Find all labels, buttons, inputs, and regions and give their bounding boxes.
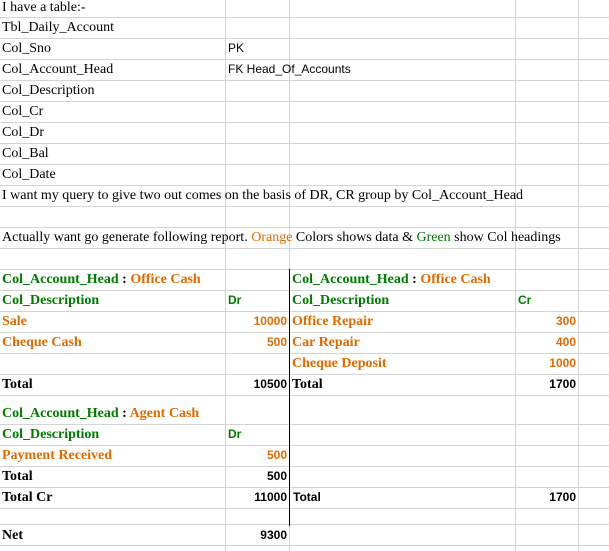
left-description-header: Col_Description (2, 293, 100, 308)
right-cr-header: Cr (518, 293, 532, 307)
total-cr-value: 11000 (254, 490, 287, 504)
colon: : (118, 406, 130, 421)
grid-row-line (0, 206, 609, 207)
field-note: PK (228, 41, 245, 55)
legend-suffix: show Col headings (450, 230, 561, 245)
grid-row-line (0, 122, 609, 123)
right-total2-value: 1700 (549, 490, 576, 504)
account-name: Office Cash (130, 272, 201, 287)
left-total-value: 10500 (253, 377, 287, 391)
legend-prefix: Actually want go generate following report. (2, 230, 252, 245)
colon: : (408, 272, 421, 287)
legend-orange-word: Orange (251, 230, 293, 245)
right-description-header: Col_Description (292, 293, 390, 308)
grid-column-line (578, 0, 579, 551)
agent-row-value: 500 (266, 448, 287, 462)
table-name: Tbl_Daily_Account (2, 20, 114, 35)
right-row-desc: Car Repair (292, 335, 360, 350)
agent-total-value: 500 (266, 469, 287, 483)
grid-row-line (0, 164, 609, 165)
field-name: Col_Date (2, 167, 56, 182)
grid-row-line (0, 508, 609, 509)
right-total2-label: Total (293, 490, 321, 504)
left-row-value: 500 (266, 335, 287, 349)
legend-green-word: Green (416, 230, 451, 245)
grid-row-line (0, 143, 609, 144)
field-name: Col_Dr (2, 125, 44, 140)
grid-row-line (0, 524, 609, 525)
right-row-desc: Cheque Deposit (292, 356, 387, 371)
grid-row-line (0, 38, 609, 39)
intro-text: I have a table:- (2, 0, 86, 15)
field-name: Col_Description (2, 83, 95, 98)
right-row-value: 300 (555, 314, 576, 328)
field-name: Col_Bal (2, 146, 49, 161)
legend-text (0, 227, 561, 248)
grid-row-line (0, 466, 609, 467)
net-label: Net (2, 528, 23, 543)
left-total-label: Total (2, 377, 33, 392)
grid-row-line (0, 101, 609, 102)
agent-description-header: Col_Description (2, 427, 100, 442)
agent-dr-header: Dr (228, 427, 242, 441)
left-row-value: 10000 (253, 314, 287, 328)
grid-row-line (0, 395, 609, 396)
grid-row-line (0, 248, 609, 249)
agent-account-head (0, 403, 199, 424)
left-row-desc: Cheque Cash (2, 335, 82, 350)
colon: : (118, 272, 131, 287)
grid-column-line (515, 0, 516, 551)
agent-total-label: Total (2, 469, 33, 484)
account-name: Office Cash (420, 272, 491, 287)
account-head-label: Col_Account_Head (2, 406, 119, 421)
right-total-value: 1700 (549, 377, 576, 391)
field-name: Col_Sno (2, 41, 52, 56)
right-row-value: 400 (555, 335, 576, 349)
query-description: I want my query to give two out comes on the basis of DR, CR group by Col_Account_Head (2, 188, 524, 203)
left-account-head (0, 269, 201, 290)
net-value: 9300 (260, 528, 287, 542)
field-name: Col_Account_Head (2, 62, 114, 77)
agent-row-desc: Payment Received (2, 448, 113, 463)
field-note: FK Head_Of_Accounts (228, 62, 351, 76)
left-row-desc: Sale (2, 314, 27, 329)
account-head-label: Col_Account_Head (292, 272, 409, 287)
total-cr-label: Total Cr (2, 490, 53, 505)
right-row-desc: Office Repair (292, 314, 374, 329)
account-name: Agent Cash (129, 406, 200, 421)
right-row-value: 1000 (549, 356, 576, 370)
grid-row-line (0, 545, 609, 546)
account-head-label: Col_Account_Head (2, 272, 119, 287)
right-account-head (290, 269, 491, 290)
legend-middle: Colors shows data & (292, 230, 417, 245)
left-dr-header: Dr (228, 293, 242, 307)
field-name: Col_Cr (2, 104, 44, 119)
right-total-label: Total (292, 377, 323, 392)
